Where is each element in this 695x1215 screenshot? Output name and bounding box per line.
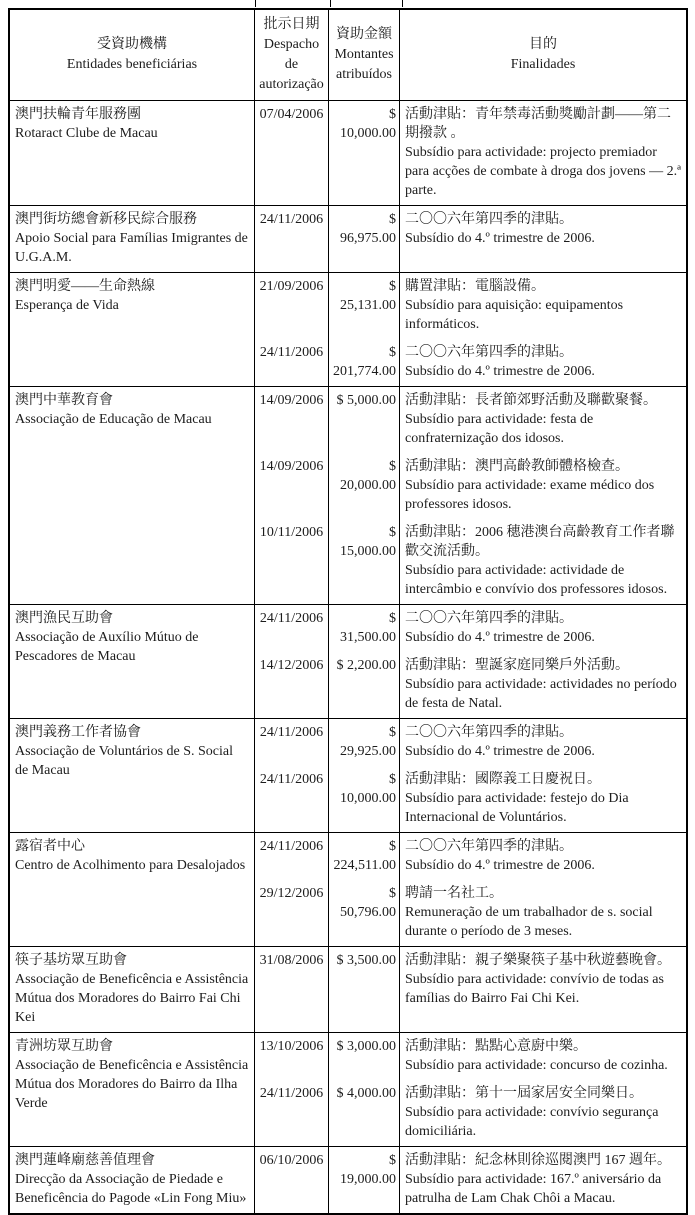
column-rule-stub [330,0,331,7]
entity-name-pt: Associação de Beneficência e Assistência Mútua dos Moradores do Bairro Fai Chi Kei [15,972,252,1025]
table-header-row [10,10,686,101]
purpose-zh: 活動津貼：親子樂聚筷子基中秋遊藝晚會。 [405,953,671,968]
subsidy-entry [255,101,686,205]
subsidy-entry [255,339,686,386]
entity-name-zh: 澳門蓮峰廟慈善值理會 [15,1153,155,1168]
table-row [10,718,686,832]
purpose-pt: Subsídio para actividade: actividades no período de festa de Natal. [405,677,681,711]
entity-name-zh: 澳門漁民互助會 [15,611,113,626]
entity-name-zh: 青洲坊眾互助會 [15,1039,113,1054]
purpose-pt: Remuneração de um trabalhador de s. social durante o período de 3 meses. [405,905,657,939]
purpose-cell [400,833,686,880]
header-amount-cell [329,10,400,100]
subsidy-entry [255,652,686,718]
entity-name-pt: Associação de Voluntários de S. Social de Macau [15,744,237,778]
column-rule-stub [402,0,403,7]
amount-attributed: $ 50,796.00 [329,880,400,946]
purpose-pt: Subsídio do 4.º trimestre de 2006. [405,231,595,246]
entry-list [255,833,686,946]
entity-name-pt: Direcção da Associação de Piedade e Beneficência do Pagode «Lin Fong Miu» [15,1172,247,1206]
amount-attributed: $ 201,774.00 [329,339,400,386]
entry-list [255,947,686,1032]
authorization-date: 24/11/2006 [255,339,329,386]
table-row [10,604,686,718]
purpose-pt: Subsídio para actividade: projecto premiador para acções de combate à droga dos jovens — 2.ª parte. [405,145,685,198]
authorization-date: 07/04/2006 [255,101,329,205]
authorization-date: 13/10/2006 [255,1033,329,1080]
header-entities-zh: 受資助機構 [97,37,167,52]
purpose-cell [400,101,686,205]
subsidy-entry [255,947,686,1032]
subsidy-entry [255,605,686,652]
authorization-date: 24/11/2006 [255,1080,329,1146]
column-rule-stubs [10,0,695,8]
subsidy-entry [255,1033,686,1080]
entry-list [255,387,686,604]
header-date-cell [255,10,329,100]
entity-cell [10,273,255,386]
purpose-zh: 活動津貼：國際義工日慶祝日。 [405,772,601,787]
header-entities-cell [10,10,255,100]
purpose-zh: 購置津貼：電腦設備。 [405,279,545,294]
authorization-date: 31/08/2006 [255,947,329,1032]
purpose-pt: Subsídio para aquisição: equipamentos informáticos. [405,298,627,332]
table-row [10,205,686,272]
purpose-cell [400,206,686,272]
header-purpose-zh: 目的 [529,37,557,52]
purpose-cell [400,387,686,453]
authorization-date: 10/11/2006 [255,519,329,604]
entity-name-pt: Associação de Auxílio Mútuo de Pescadores de Macau [15,630,203,664]
entity-cell [10,605,255,718]
purpose-zh: 聘請一名社工。 [405,886,503,901]
purpose-cell [400,519,686,604]
entry-list [255,273,686,386]
amount-attributed: $ 20,000.00 [329,453,400,519]
entry-list [255,1147,686,1213]
subsidy-entry [255,719,686,766]
authorization-date: 06/10/2006 [255,1147,329,1213]
header-entities-pt: Entidades beneficiárias [66,57,198,72]
table-row [10,832,686,946]
authorization-date: 24/11/2006 [255,833,329,880]
amount-attributed: $ 4,000.00 [329,1080,400,1146]
purpose-cell [400,947,686,1032]
purpose-zh: 活動津貼：澳門高齡教師體格檢查。 [405,459,629,474]
header-date-zh: 批示日期 [263,17,320,32]
amount-attributed: $ 10,000.00 [329,766,400,832]
header-date-pt-line1: Despacho de [263,37,323,72]
table-row [10,946,686,1032]
purpose-pt: Subsídio do 4.º trimestre de 2006. [405,744,595,759]
purpose-pt: Subsídio para actividade: exame médico dos professores idosos. [405,478,658,512]
entry-list [255,605,686,718]
purpose-cell [400,1033,686,1080]
amount-attributed: $ 15,000.00 [329,519,400,604]
subsidy-entry [255,206,686,272]
purpose-zh: 二〇〇六年第四季的津貼。 [405,345,573,360]
subsidy-table [8,8,688,1215]
entity-name-pt: Apoio Social para Famílias Imigrantes de U.G.A.M. [15,231,252,265]
purpose-zh: 活動津貼：點點心意廚中樂。 [405,1039,587,1054]
authorization-date: 24/11/2006 [255,206,329,272]
purpose-zh: 二〇〇六年第四季的津貼。 [405,725,573,740]
entry-list [255,101,686,205]
header-amount-zh: 資助金額 [336,27,392,42]
purpose-cell [400,719,686,766]
entity-cell [10,833,255,946]
amount-attributed: $ 3,500.00 [329,947,400,1032]
authorization-date: 14/09/2006 [255,453,329,519]
entity-cell [10,947,255,1032]
entity-name-zh: 澳門街坊總會新移民綜合服務 [15,212,197,227]
purpose-cell [400,880,686,946]
entity-cell [10,1147,255,1213]
purpose-zh: 活動津貼：紀念林則徐巡閱澳門 167 週年。 [405,1153,671,1168]
entity-name-pt: Rotaract Clube de Macau [15,126,158,141]
header-amount-pt-line1: Montantes [334,47,394,62]
entity-name-pt: Centro de Acolhimento para Desalojados [15,858,246,873]
header-purpose-pt: Finalidades [510,57,576,72]
subsidy-entry [255,1147,686,1213]
subsidy-entry [255,1080,686,1146]
entity-cell [10,206,255,272]
subsidy-entry [255,833,686,880]
purpose-pt: Subsídio do 4.º trimestre de 2006. [405,364,595,379]
entry-list [255,206,686,272]
column-rule-stub [255,0,256,7]
authorization-date: 24/11/2006 [255,719,329,766]
table-body [10,101,686,1213]
purpose-cell [400,766,686,832]
table-row [10,386,686,604]
entity-cell [10,387,255,604]
purpose-cell [400,1080,686,1146]
authorization-date: 14/09/2006 [255,387,329,453]
purpose-zh: 活動津貼：第十一屆家居安全同樂日。 [405,1086,643,1101]
subsidy-entry [255,273,686,339]
entity-name-pt: Esperança de Vida [15,298,119,313]
purpose-cell [400,1147,686,1213]
purpose-pt: Subsídio para actividade: 167.º aniversário da patrulha de Lam Chak Chôi a Macau. [405,1172,665,1206]
purpose-pt: Subsídio do 4.º trimestre de 2006. [405,630,595,645]
purpose-pt: Subsídio para actividade: convívio segurança domiciliária. [405,1105,662,1139]
subsidy-entry [255,880,686,946]
entity-name-zh: 筷子基坊眾互助會 [15,953,127,968]
table-row [10,272,686,386]
authorization-date: 14/12/2006 [255,652,329,718]
subsidy-entry [255,519,686,604]
authorization-date: 24/11/2006 [255,766,329,832]
subsidy-entry [255,766,686,832]
entity-name-zh: 澳門明愛——生命熱線 [15,279,155,294]
amount-attributed: $ 19,000.00 [329,1147,400,1213]
subsidy-entry [255,453,686,519]
entity-name-zh: 澳門扶輪青年服務團 [15,107,141,122]
entity-cell [10,719,255,832]
purpose-cell [400,273,686,339]
amount-attributed: $ 29,925.00 [329,719,400,766]
purpose-pt: Subsídio para actividade: festa de confraternização dos idosos. [405,412,597,446]
amount-attributed: $ 96,975.00 [329,206,400,272]
amount-attributed: $ 3,000.00 [329,1033,400,1080]
entity-name-zh: 澳門義務工作者協會 [15,725,141,740]
purpose-zh: 二〇〇六年第四季的津貼。 [405,839,573,854]
purpose-zh: 二〇〇六年第四季的津貼。 [405,611,573,626]
header-purpose-cell [400,10,686,100]
entity-cell [10,101,255,205]
entity-name-pt: Associação de Beneficência e Assistência Mútua dos Moradores do Bairro da Ilha Verde [15,1058,252,1111]
purpose-zh: 活動津貼：青年禁毒活動獎勵計劃——第二期撥款 。 [405,107,671,141]
entity-name-zh: 露宿者中心 [15,839,85,854]
authorization-date: 29/12/2006 [255,880,329,946]
purpose-cell [400,339,686,386]
entity-cell [10,1033,255,1146]
entity-name-zh: 澳門中華教育會 [15,393,113,408]
purpose-pt: Subsídio para actividade: convívio de todas as famílias do Bairro Fai Chi Kei. [405,972,668,1006]
amount-attributed: $ 224,511.00 [329,833,400,880]
purpose-zh: 活動津貼：聖誕家庭同樂戶外活動。 [405,658,629,673]
table-row [10,101,686,205]
purpose-zh: 二〇〇六年第四季的津貼。 [405,212,573,227]
header-amount-pt-line2: atribuídos [336,67,392,82]
amount-attributed: $ 31,500.00 [329,605,400,652]
purpose-cell [400,453,686,519]
entity-name-pt: Associação de Educação de Macau [15,412,212,427]
purpose-pt: Subsídio para actividade: festejo do Dia Internacional de Voluntários. [405,791,633,825]
amount-attributed: $ 25,131.00 [329,273,400,339]
amount-attributed: $ 10,000.00 [329,101,400,205]
subsidy-entry [255,387,686,453]
authorization-date: 24/11/2006 [255,605,329,652]
purpose-cell [400,652,686,718]
amount-attributed: $ 5,000.00 [329,387,400,453]
header-date-pt-line2: autorização [259,77,324,92]
purpose-zh: 活動津貼：長者節郊野活動及聯歡聚餐。 [405,393,657,408]
purpose-pt: Subsídio do 4.º trimestre de 2006. [405,858,595,873]
table-row [10,1032,686,1146]
entry-list [255,719,686,832]
purpose-cell [400,605,686,652]
purpose-zh: 活動津貼：2006 穗港澳台高齡教育工作者聯歡交流活動。 [405,525,675,559]
entry-list [255,1033,686,1146]
amount-attributed: $ 2,200.00 [329,652,400,718]
authorization-date: 21/09/2006 [255,273,329,339]
purpose-pt: Subsídio para actividade: actividade de intercâmbio e convívio dos professores idosos. [405,563,668,597]
purpose-pt: Subsídio para actividade: concurso de cozinha. [405,1058,668,1073]
table-row [10,1146,686,1213]
